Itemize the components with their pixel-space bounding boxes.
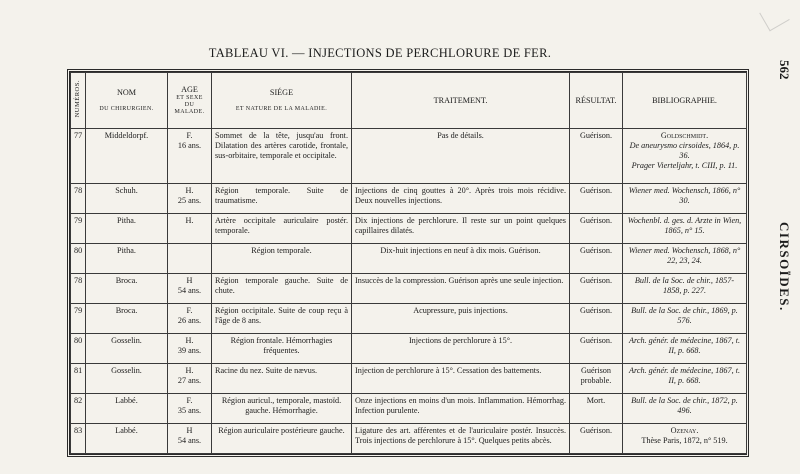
header-nom: NOM DU CHIRURGIEN. — [86, 73, 168, 129]
cell-traitement: Dix injections de perchlorure. Il reste sur un point quelques capillaires dilatés. — [352, 214, 570, 244]
cell-num: 77 — [71, 129, 86, 184]
cell-resultat: Guérison. — [570, 334, 623, 364]
cell-num: 80 — [71, 244, 86, 274]
cell-siege: Région auricul., temporale, mastoïd. gauche. Hémorrhagie. — [212, 394, 352, 424]
cell-name: Labbé. — [86, 424, 168, 454]
cell-name: Broca. — [86, 304, 168, 334]
cell-resultat: Guérison. — [570, 184, 623, 214]
cell-name: Gosselin. — [86, 334, 168, 364]
table-row — [71, 304, 747, 334]
cell-traitement: Dix-huit injections en neuf à dix mois. Guérison. — [352, 244, 570, 274]
cell-resultat: Guérison. — [570, 274, 623, 304]
cell-num: 79 — [71, 214, 86, 244]
cell-age — [168, 244, 212, 274]
cell-siege: Racine du nez. Suite de nævus. — [212, 364, 352, 394]
table-row — [71, 214, 747, 244]
cell-age: H. 25 ans. — [168, 184, 212, 214]
cell-traitement: Acupressure, puis injections. — [352, 304, 570, 334]
cell-name: Pitha. — [86, 214, 168, 244]
corner-mark — [759, 2, 789, 32]
cell-num: 79 — [71, 304, 86, 334]
table-row — [71, 394, 747, 424]
table-row — [71, 244, 747, 274]
cell-biblio: Arch. génér. de médecine, 1867, t. II, p. 668. — [623, 364, 747, 394]
cell-age: H. 39 ans. — [168, 334, 212, 364]
cell-siege: Région occipitale. Suite de coup reçu à l'âge de 8 ans. — [212, 304, 352, 334]
cell-resultat: Guérison. — [570, 424, 623, 454]
cell-siege: Artère occipitale auriculaire postér. temporale. — [212, 214, 352, 244]
cell-num: 81 — [71, 364, 86, 394]
table-row — [71, 364, 747, 394]
cell-siege: Région auriculaire postérieure gauche. — [212, 424, 352, 454]
cell-name: Schuh. — [86, 184, 168, 214]
table-frame — [67, 69, 749, 457]
header-biblio: BIBLIOGRAPHIE. — [623, 73, 747, 129]
header-siege: SIÉGE ET NATURE DE LA MALADIE. — [212, 73, 352, 129]
cell-traitement: Pas de détails. — [352, 129, 570, 184]
cell-siege: Région temporale. Suite de traumatisme. — [212, 184, 352, 214]
cell-traitement: Injections de cinq gouttes à 20°. Après trois mois récidive. Deux nouvelles injections. — [352, 184, 570, 214]
table-row — [71, 334, 747, 364]
cell-biblio: Goldschmidt. De aneurysmo cirsoides, 1864, p. 36. Prager Vierteljahr, t. CIII, p. 11. — [623, 129, 747, 184]
cell-age: F. 26 ans. — [168, 304, 212, 334]
header-traitement: TRAITEMENT. — [352, 73, 570, 129]
cell-traitement: Onze injections en moins d'un mois. Inflammation. Hémorrhag. Infection purulente. — [352, 394, 570, 424]
cell-age: H. — [168, 214, 212, 244]
cell-biblio: Wiener med. Wochensch, 1866, n° 30. — [623, 184, 747, 214]
cell-traitement: Ligature des art. afférentes et de l'auriculaire postér. Insuccès. Trois injections de perchlorure à 15°. Quelques petits abcès. — [352, 424, 570, 454]
perchlorure-table — [70, 72, 747, 454]
side-title: CIRSOÏDES. — [777, 222, 792, 312]
cell-age: H 54 ans. — [168, 274, 212, 304]
cell-biblio: Wiener med. Wochensch, 1868, n° 22, 23, 24. — [623, 244, 747, 274]
table-row — [71, 129, 747, 184]
cell-num: 78 — [71, 274, 86, 304]
table-row — [71, 274, 747, 304]
table-row — [71, 184, 747, 214]
cell-resultat: Guérison. — [570, 304, 623, 334]
cell-age: F. 35 ans. — [168, 394, 212, 424]
page-number: 562 — [777, 60, 792, 80]
cell-num: 80 — [71, 334, 86, 364]
cell-resultat: Guérison. — [570, 129, 623, 184]
header-resultat: RÉSULTAT. — [570, 73, 623, 129]
cell-resultat: Guérison probable. — [570, 364, 623, 394]
cell-biblio: Bull. de la Soc. de chir., 1857-1858, p. 227. — [623, 274, 747, 304]
cell-num: 83 — [71, 424, 86, 454]
cell-traitement: Injections de perchlorure à 15°. — [352, 334, 570, 364]
cell-age: H. 27 ans. — [168, 364, 212, 394]
header-age: AGE ET SEXE DU MALADE. — [168, 73, 212, 129]
cell-name: Labbé. — [86, 394, 168, 424]
cell-resultat: Mort. — [570, 394, 623, 424]
cell-resultat: Guérison. — [570, 214, 623, 244]
cell-num: 82 — [71, 394, 86, 424]
cell-siege: Région temporale. — [212, 244, 352, 274]
header-row — [71, 73, 747, 129]
cell-resultat: Guérison. — [570, 244, 623, 274]
cell-biblio: Arch. génér. de médecine, 1867, t. II, p. 668. — [623, 334, 747, 364]
cell-siege: Région temporale gauche. Suite de chute. — [212, 274, 352, 304]
cell-biblio: Bull. de la Soc. de chir., 1869, p. 576. — [623, 304, 747, 334]
cell-traitement: Insuccès de la compression. Guérison après une seule injection. — [352, 274, 570, 304]
cell-name: Gosselin. — [86, 364, 168, 394]
cell-biblio: Wochenbl. d. ges. d. Arzte in Wien, 1865, n° 15. — [623, 214, 747, 244]
cell-siege: Sommet de la tête, jusqu'au front. Dilatation des artères carotide, frontale, sus-orbitaire, temporale et occipitale. — [212, 129, 352, 184]
cell-name: Middeldorpf. — [86, 129, 168, 184]
cell-age: H 54 ans. — [168, 424, 212, 454]
table-row — [71, 424, 747, 454]
cell-siege: Région frontale. Hémorrhagies fréquentes. — [212, 334, 352, 364]
cell-biblio: Ozenay. Thèse Paris, 1872, n° 519. — [623, 424, 747, 454]
cell-num: 78 — [71, 184, 86, 214]
cell-biblio: Bull. de la Soc. de chir., 1872, p. 496. — [623, 394, 747, 424]
cell-traitement: Injection de perchlorure à 15°. Cessation des battements. — [352, 364, 570, 394]
cell-name: Pitha. — [86, 244, 168, 274]
header-num: NUMÉROS. — [71, 73, 86, 129]
cell-age: F. 16 ans. — [168, 129, 212, 184]
cell-name: Broca. — [86, 274, 168, 304]
page-title: TABLEAU VI. — INJECTIONS DE PERCHLORURE DE FER. — [208, 46, 552, 60]
